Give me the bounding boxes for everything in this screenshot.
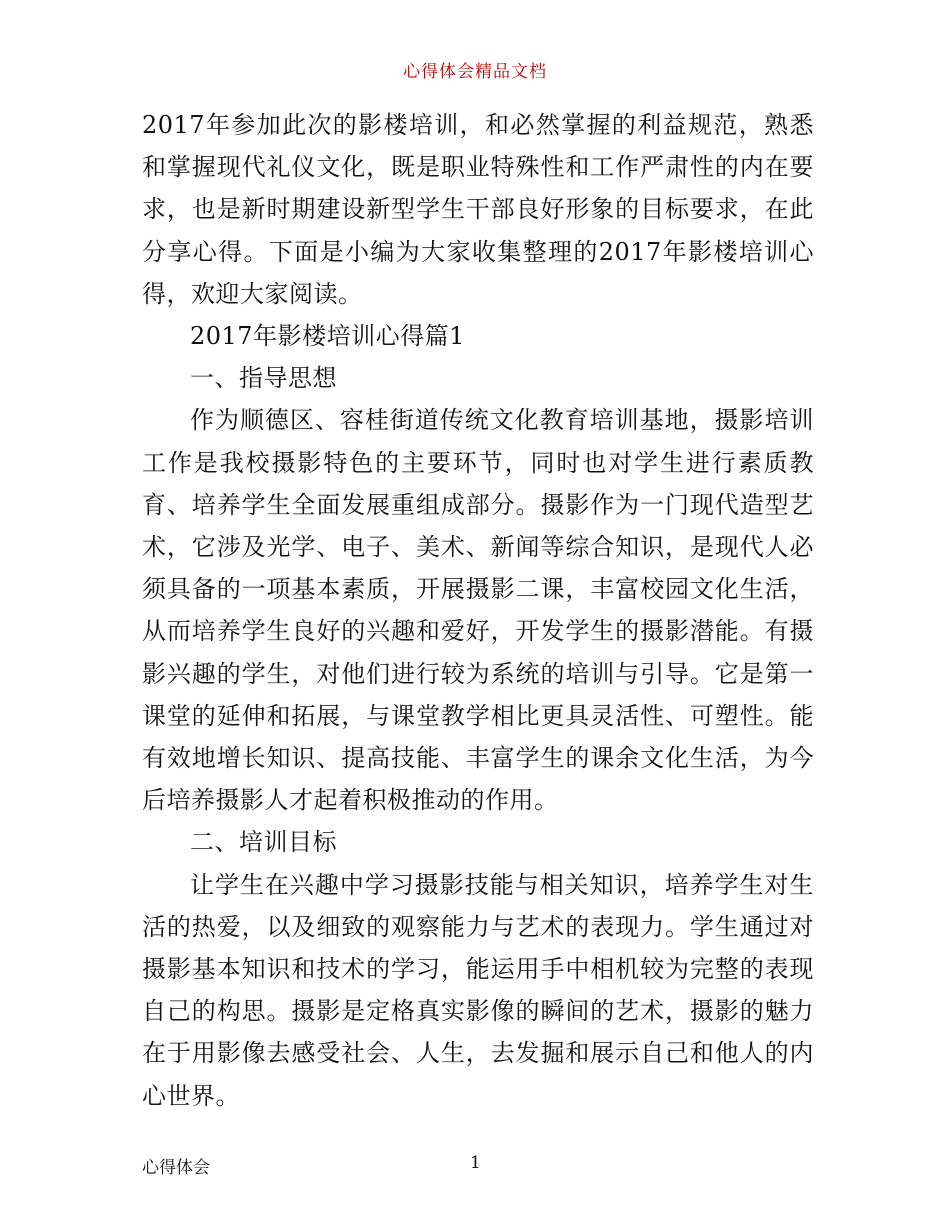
section-heading-2: 二、培训目标 <box>190 828 337 857</box>
section-heading-1: 一、指导思想 <box>190 364 337 393</box>
section-paragraph-2: 让学生在兴趣中学习摄影技能与相关知识，培养学生对生活的热爱，以及细致的观察能力与艺术的表现力。学生通过对摄影基本知识和技术的学习，能运用手中相机较为完整的表现自己的构思。摄影是定格真实影像的瞬间的艺术，摄影的魅力在于用影像去感受社会、人生，去发掘和展示自己和他人的内心世界。 <box>142 870 814 1110</box>
document-header-title: 心得体会精品文档 <box>403 62 547 82</box>
article-title: 2017年影楼培训心得篇1 <box>190 322 465 351</box>
intro-paragraph: 2017年参加此次的影楼培训，和必然掌握的利益规范，熟悉和掌握现代礼仪文化，既是职业特殊性和工作严肃性的内在要求，也是新时期建设新型学生干部良好形象的目标要求，在此分享心得。下面是小编为大家收集整理的2017年影楼培训心得，欢迎大家阅读。 <box>142 111 814 308</box>
section-paragraph-1: 作为顺德区、容桂街道传统文化教育培训基地，摄影培训工作是我校摄影特色的主要环节，同时也对学生进行素质教育、培养学生全面发展重组成部分。摄影作为一门现代造型艺术，它涉及光学、电子、美术、新闻等综合知识，是现代人必须具备的一项基本素质，开展摄影二课，丰富校园文化生活，从而培养学生良好的兴趣和爱好，开发学生的摄影潜能。有摄影兴趣的学生，对他们进行较为系统的培训与引导。它是第一课堂的延伸和拓展，与课堂教学相比更具灵活性、可塑性。能有效地增长知识、提高技能、丰富学生的课余文化生活，为今后培养摄影人才起着积极推动的作用。 <box>142 406 814 815</box>
footer-label: 心得体会 <box>142 1158 210 1178</box>
document-body <box>142 104 814 1117</box>
page-number: 1 <box>470 1153 481 1173</box>
